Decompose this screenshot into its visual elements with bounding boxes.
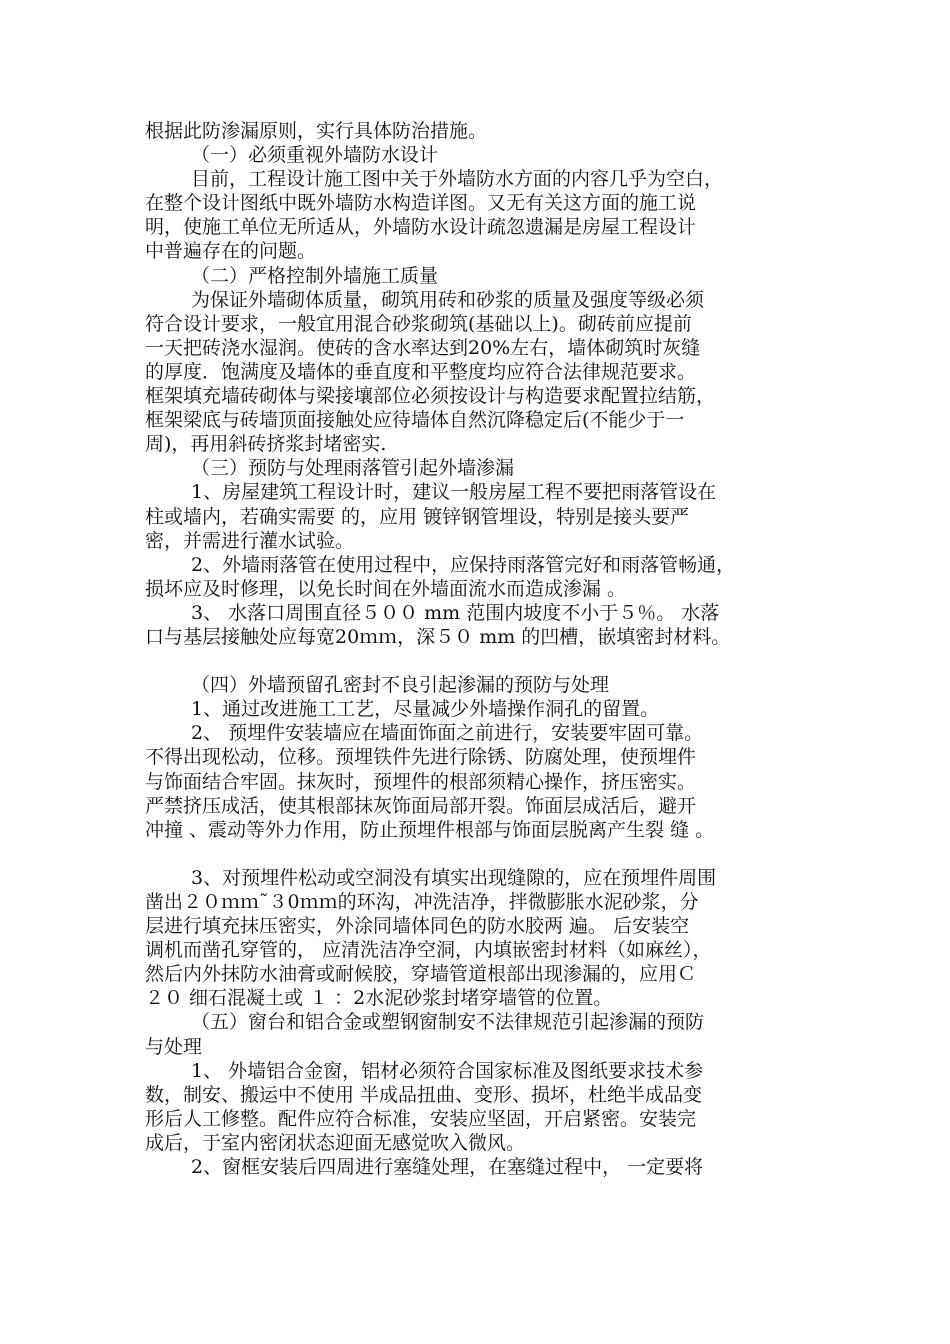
section-heading: （三）预防与处理雨落管引起外墙渗漏 — [191, 457, 515, 480]
body-line: 1、房屋建筑工程设计时，建议一般房屋工程不要把雨落管设在 — [191, 481, 717, 504]
body-line: 2、窗框安装后四周进行塞缝处理，在塞缝过程中， 一定要将 — [191, 1156, 704, 1179]
body-line: 1、 外墙铝合金窗，铝材必须符合国家标准及图纸要求技术参 — [191, 1059, 704, 1082]
body-line: 损坏应及时修理，以免长时间在外墙面流水而造成渗漏 。 — [145, 577, 627, 600]
section-heading: （五）窗台和铝合金或塑钢窗制安不法律规范引起渗漏的预防 — [191, 1011, 705, 1034]
document-body — [145, 119, 810, 1179]
body-line: 调机而凿孔穿管的， 应清洗洁净空洞，内填嵌密封材料（如麻丝）， — [145, 939, 712, 962]
body-line: 框架填充墙砖砌体与梁接壤部位必须按设计与构造要求配置拉结筋， — [145, 385, 716, 408]
body-line: 口与基层接触处应每宽20ｍｍ，深５０ mm 的凹槽，嵌填密封材料。 — [145, 625, 731, 648]
body-line: 密，并需进行灌水试验。 — [145, 529, 355, 552]
body-line: 符合设计要求，一般宜用混合砂浆砌筑(基础以上)。砌砖前应提前 — [145, 312, 692, 335]
body-line: 2、外墙雨落管在使用过程中，应保持雨落管完好和雨落管畅通， — [191, 553, 736, 576]
body-line: 在整个设计图纸中既外墙防水构造详图。又无有关这方面的施工说 — [145, 192, 697, 215]
body-line: 1、通过改进施工工艺，尽量减少外墙操作洞孔的留置。 — [191, 698, 660, 721]
body-line: 3、对预埋件松动或空洞没有填实出现缝隙的，应在预埋件周围 — [191, 866, 717, 889]
body-line: 冲撞 、震动等外力作用，防止预埋件根部与饰面层脱离产生裂 缝 。 — [145, 818, 715, 841]
body-line: ２０ 细石混凝土或 １ ：2水泥砂浆封堵穿墙管的位置。 — [145, 987, 613, 1010]
body-line: 层进行填充抹压密实，外涂同墙体同色的防水胶两 遍。 后安装空 — [145, 915, 690, 938]
section-heading: （四）外墙预留孔密封不良引起渗漏的预防与处理 — [191, 674, 610, 697]
body-line: 明，使施工单位无所适从，外墙防水设计疏忽遗漏是房屋工程设计 — [145, 216, 697, 239]
body-line: 柱或墙内，若确实需要 的，应用 镀锌钢管埋设，特别是接头要严 — [145, 505, 690, 528]
body-line: 严禁挤压成活，使其根部抹灰饰面局部开裂。饰面层成活后，避开 — [145, 794, 697, 817]
section-heading: （一）必须重视外墙防水设计 — [191, 144, 439, 167]
body-line: 然后内外抹防水油膏或耐候胶，穿墙管道根部出现渗漏的，应用Ｃ — [145, 963, 697, 986]
body-line: 不得出现松动，位移。预埋铁件先进行除锈、防腐处理，使预埋件 — [145, 746, 697, 769]
body-line: 为保证外墙砌体质量，砌筑用砖和砂浆的质量及强度等级必须 — [191, 288, 705, 311]
body-line: 中普遍存在的问题。 — [145, 240, 317, 263]
body-line: 一天把砖浇水湿润。使砖的含水率达到20%左右，墙体砌筑时灰缝 — [145, 336, 701, 359]
body-line: 与饰面结合牢固。抹灰时，预埋件的根部须精心操作，挤压密实。 — [145, 770, 697, 793]
blank-line — [145, 842, 810, 866]
section-heading: （二）严格控制外墙施工质量 — [191, 264, 439, 287]
section-heading: 与处理 — [145, 1035, 203, 1058]
body-line: 形后人工修整。配件应符合标准，安装应坚固，开启紧密。安装完 — [145, 1107, 697, 1130]
body-line: 3、 水落口周围直径５００ mm 范围内坡度不小于５％。 水落 — [191, 601, 720, 624]
body-line: 成后，于室内密闭状态迎面无感觉吹入微风。 — [145, 1131, 526, 1154]
body-line: 数，制安、搬运中不使用 半成品扭曲、变形、损坏，杜绝半成品变 — [145, 1083, 703, 1106]
body-line: 的厚度．饱满度及墙体的垂直度和平整度均应符合法律规范要求。 — [145, 360, 697, 383]
blank-line — [145, 649, 810, 673]
body-line: 框架梁底与砖墙顶面接触处应待墙体自然沉降稳定后(不能少于一 — [145, 409, 685, 432]
body-line: 根据此防渗漏原则，实行具体防治措施。 — [145, 120, 488, 142]
body-line: 周)，再用斜砖挤浆封堵密实. — [145, 433, 387, 456]
body-line: 2、 预埋件安装墙应在墙面饰面之前进行，安装要牢固可靠。 — [191, 722, 704, 745]
body-line: 目前，工程设计施工图中关于外墙防水方面的内容几乎为空白， — [191, 168, 724, 191]
body-line: 凿出２０ｍｍ˜３0ｍｍ的环沟，冲洗洁净，拌微膨胀水泥砂浆，分 — [145, 891, 699, 913]
